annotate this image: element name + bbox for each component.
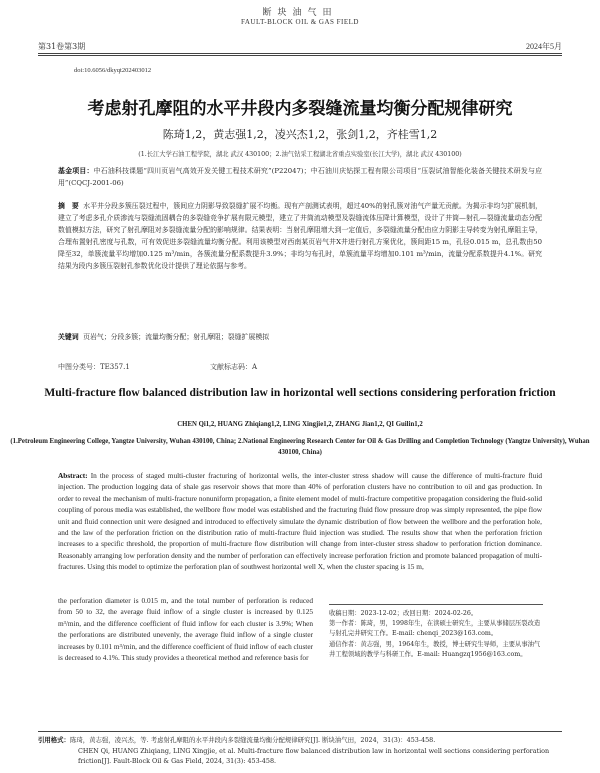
paper-title-en: Multi-fracture flow balanced distribution law in horizontal well sections considering perforation friction	[44, 387, 556, 399]
funding-text: 中石油科技课题“四川页岩气高效开发关键工程技术研究”(P22047)；中石油川庆钻探工程有限公司项目“压裂试油智能化装备关键技术研发与应用”(CQCJ-2001-06)	[58, 167, 543, 187]
header-rule	[38, 53, 562, 54]
notes-rule	[329, 604, 543, 605]
authors-cn: 陈琦1,2，黄志强1,2，凌兴杰1,2，张剑1,2，齐桂雪1,2	[162, 128, 438, 141]
first-author-note: 第一作者：陈琦，男，1998年生，在读硕士研究生，主要从事储层压裂改造与射孔完井研究工作。E-mail: chenqi_2023@163.com。	[329, 620, 541, 638]
citation	[38, 735, 562, 767]
issue-date: 2024年5月	[526, 42, 562, 51]
keywords-cn-text: 页岩气；分段多簇；流量均衡分配；射孔摩阻；裂缝扩展模拟	[83, 333, 270, 341]
corresponding-author-note: 通信作者：黄志强，男，1964年生，教授，博士研究生导师，主要从事油气井工程领域的教学与科研工作。E-mail: Huangzq1956@163.com。	[329, 640, 541, 658]
journal-title-cn: 断块油气田	[262, 8, 338, 18]
doi[interactable]: doi:10.6056/dkyqt202403012	[74, 67, 152, 74]
abstract-en-label: Abstract:	[58, 471, 88, 480]
keywords-cn	[58, 332, 542, 344]
keywords-cn-label: 关键词	[58, 333, 79, 341]
affiliation-cn: (1.长江大学石油工程学院，湖北 武汉 430100；2.油气钻采工程湖北省重点实验室(长江大学)，湖北 武汉 430100)	[138, 151, 462, 158]
citation-en: CHEN Qi, HUANG Zhiqiang, LING Xingjie, et al. Multi-fracture flow balanced distribution law in horizontal well sections considering perforation friction[J]. Fault-Block Oil & Gas Field, 2024, 31(3): 453-458.	[78, 746, 550, 765]
document-code: 文献标志码：A	[210, 363, 258, 371]
abstract-en	[58, 470, 542, 573]
citation-label: 引用格式：	[38, 736, 70, 744]
paper-title-cn: 考虑射孔摩阻的水平井段内多裂缝流量均衡分配规律研究	[87, 99, 513, 119]
abstract-cn	[58, 201, 542, 272]
journal-title-en: FAULT-BLOCK OIL & GAS FIELD	[241, 18, 359, 26]
clc-number: 中图分类号：TE357.1	[58, 363, 130, 371]
author-notes	[329, 609, 543, 660]
funding-cn	[58, 166, 542, 190]
authors-en: CHEN Qi1,2, HUANG Zhiqiang1,2, LING Xingjie1,2, ZHANG Jian1,2, QI Guilin1,2	[177, 421, 423, 428]
citation-rule	[38, 731, 562, 732]
received-date: 收稿日期：2023-12-02；改回日期：2024-02-26。	[329, 610, 478, 617]
abstract-en-continued: the perforation diameter is 0.015 m, and the total number of perforation is reduced from 50 to 32, the average fluid inflow of a single cluster is increased by 0.125 m³/min, and the difference coefficient of fluid inflow for each cluster is 3.9%; When the perforations are distributed unevenly, the average fluid inflow of a single cluster increases by 0.101 m³/min, and the difference coefficient of fluid inflow of each cluster is decreased to 4.1%. This study provides a theoretical method and reference basis for	[58, 596, 313, 663]
header-rule-thin	[38, 55, 562, 56]
affiliation-en: (1.Petroleum Engineering College, Yangtze University, Wuhan 430100, China; 2.National Engineering Research Center for Oil & Gas Drilling and Completion Technology (Yangtze University), Wuhan 430100, China)	[10, 438, 590, 456]
abstract-cn-label: 摘 要	[58, 202, 79, 210]
volume-issue: 第31卷第3期	[38, 42, 86, 51]
citation-cn: 陈琦，黄志强，凌兴杰，等. 考虑射孔摩阻的水平井段内多裂缝流量均衡分配规律研究[J]. 断块油气田，2024，31(3)：453-458.	[69, 736, 436, 744]
abstract-cn-text: 水平井分段多簇压裂过程中，簇间应力阴影导致裂缝扩展不均衡。现有产剖测试表明，超过40%的射孔簇对油气产量无贡献。为揭示非均匀扩展机制，建立了考虑多孔介质渗流与裂缝流固耦合的多裂缝竞争扩展有限元模型，建立了井筒流动模型及裂缝流体压降计算模型，设计了井筒—射孔—裂缝流量动态分配数值模拟方法，研究了射孔摩阻对多裂缝流量分配的影响规律。结果表明：当射孔摩阻增大到一定值后，多裂缝流量分配由应力阴影主导转变为射孔摩阻主导，合理布置射孔密度与孔数，可有效促进多裂缝流量均衡分配。利用该模型对西南某页岩气井X井进行射孔方案优化，簇间距15 m，孔径0.015 m，总孔数由50降至32，单簇流量平均增加0.125 m³/min，各簇流量分配系数提升3.9%；非均匀布孔时，单簇流量平均增加0.101 m³/min，流量分配系数提升4.1%。研究结果为段内多簇压裂射孔参数优化设计提供了理论依据与参考。	[58, 202, 543, 270]
funding-label: 基金项目：	[58, 167, 94, 175]
abstract-en-text: In the process of staged multi-cluster fracturing of horizontal wells, the inter-cluster stress shadow will cause the difference of multi-fracture fluid injection. The production logging data of shale gas reservoir shows that more than 40% of perforation clusters have no contribution to oil and gas production. In order to reveal the mechanism of multi-fracture nonuniform propagation, a finite element model of multi-fracture competitive propagation considering the fluid-solid coupling of porous media was established, the wellbore flow model was established and the fracturing fluid flow pressure drop was simply represented, the pipe flow unit and fluid connection unit were designed and introduced to effectively simulate the dynamic distribution of flow between the wellbore and the perforation hole, and the law of the perforation friction on the distribution ratio of multi-fracture fluid injection was studied. The results show that when the perforation friction increases to a specific threshold, the proportion of multi-fracture flow distribution will change from inter-cluster stress shadow to perforation friction dominance. Reasonably arranging low perforation density and the number of perforation can effectively increase perforation friction and promote balanced propagation of multi-fractures. Using this model to optimize the perforation plan of southwest horizontal well X, when the cluster spacing is 15 m,	[58, 471, 542, 572]
